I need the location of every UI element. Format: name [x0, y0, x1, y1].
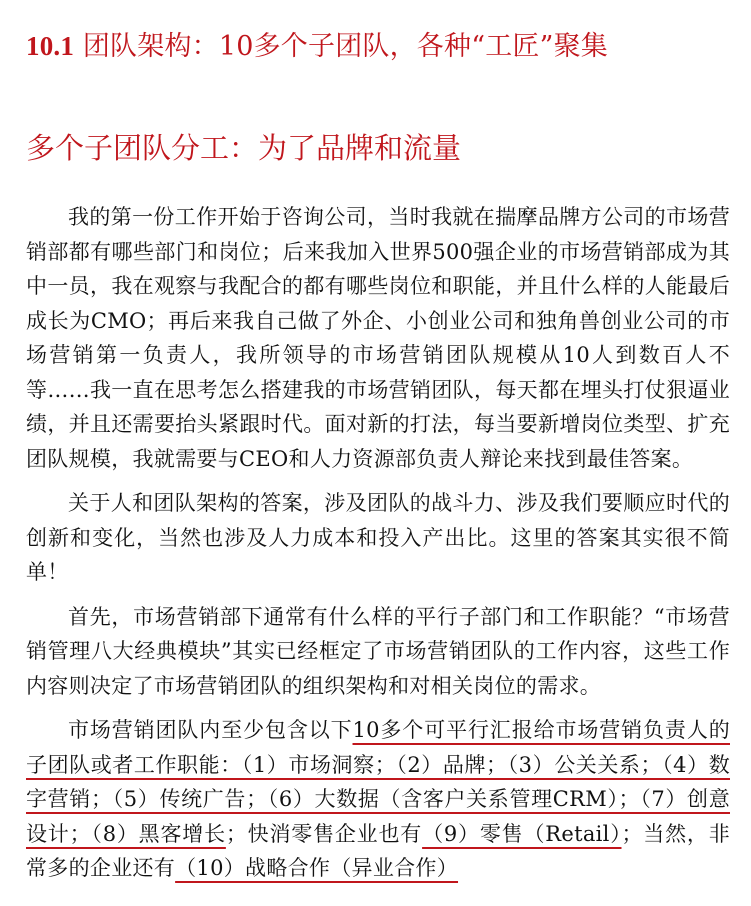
- paragraph-2: 关于人和团队架构的答案，涉及团队的战斗力、涉及我们要顺应时代的创新和变化，当然也涉及人力成本和投入产出比。这里的答案其实很不简单！: [26, 491, 730, 584]
- underlined-subteams: 10多个可平行汇报给市场营销负责人的子团队或者工作职能：（1）市场洞察；（2）品牌；（3）公关关系；（4）数字营销；（5）传统广告；（6）大数据（含客户关系管理CRM）；（7）创意设计；（8）黑客增长: [26, 718, 730, 846]
- section-heading: [26, 26, 608, 67]
- underlined-strategic-cooperation: （10）战略合作（异业合作）: [175, 856, 459, 880]
- paragraph-1: 我的第一份工作开始于咨询公司，当时我就在揣摩品牌方公司的市场营销部都有哪些部门和岗位；后来我加入世界500强企业的市场营销部成为其中一员，我在观察与我配合的都有哪些岗位和职能，并且什么样的人能最后成长为CMO；再后来我自己做了外企、小创业公司和独角兽创业公司的市场营销第一负责人，我所领导的市场营销团队规模从10人到数百人不等……我一直在思考怎么搭建我的市场营销团队，每天都在埋头打仗狠逼业绩，并且还需要抬头紧跟时代。面对新的打法，每当要新增岗位类型、扩充团队规模，我就需要与CEO和人力资源部负责人辩论来找到最佳答案。: [26, 205, 730, 471]
- subheading: 多个子团队分工：为了品牌和流量: [26, 131, 462, 165]
- section-title: 团队架构：10多个子团队，各种“工匠”聚集: [74, 31, 609, 62]
- section-number: 10.1: [26, 31, 75, 61]
- paragraph-4: [26, 713, 730, 886]
- body-text: [26, 200, 730, 886]
- paragraph-4-lead: 市场营销团队内至少包含以下: [68, 718, 353, 742]
- paragraph-4-mid2: ；当然，非常多的企业还有: [26, 821, 731, 880]
- underlined-retail: （9）零售（Retail）: [422, 821, 622, 846]
- paragraph-4-mid: ；快消零售企业也有: [225, 821, 423, 846]
- paragraph-3: 首先，市场营销部下通常有什么样的平行子部门和工作职能？“市场营销管理八大经典模块”其实已经框定了市场营销团队的工作内容，这些工作内容则决定了市场营销团队的组织架构和对相关岗位的需求。: [26, 604, 730, 698]
